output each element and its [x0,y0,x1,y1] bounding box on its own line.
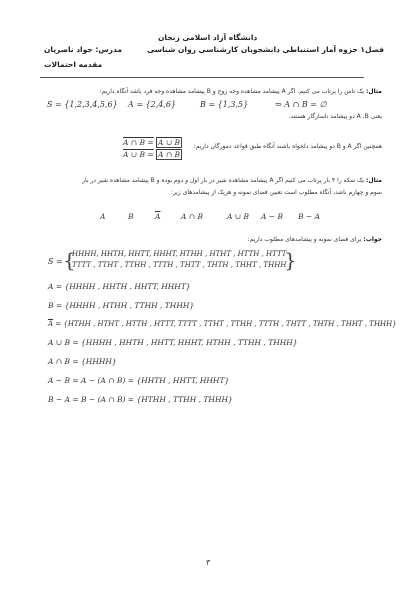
sample-space-label: S = [48,257,63,266]
answer-body: برای فضای نمونه و پیشامدهای مطلوب داریم: [247,236,362,243]
demorgan-law-2-right: A ∩ B [158,150,181,159]
demorgan-law-1-right: A ∪ B [158,138,181,147]
example2-body: یک سکه را ۴ بار پرتاب می کنیم اگر A پیشامد مشاهده شیر در بار اول و دوم بوده و B پیشامد مشاهده شیر در بار [82,177,365,184]
example1-text [100,88,382,95]
demorgan-law-2 [123,150,182,159]
sample-space-row-2: TTTT , TTHT , TTHH , TTTH , THTT , THTH , THHT , THHH [72,261,287,269]
demorgan-law-1 [123,138,182,147]
example1-label: مثال: [365,88,382,95]
instructor-name: مدرس: جواد ناصریان [44,45,122,54]
a-union-b-line: A ∪ B = {HHHH , HHTH , HHTT, HHHT, HTHH , TTHH , THHH} [48,338,298,347]
example1-conclusion: یعنی A ,B دو پیشامد ناسازگار هستند. [288,113,382,120]
page-number: ۳ [206,558,211,567]
event-a-minus-b: A − B [261,212,283,221]
event-a-intersect-b: A ∩ B [181,212,203,221]
sample-space-close-brace: } [284,248,297,272]
example1-set-b: B = {1,3,5} [200,100,249,109]
section-title: مقدمه احتمالات [44,60,103,69]
answer-label: جواب: [363,236,382,243]
set-a-line: A = {HHHH , HHTH , HHTT, HHHT} [48,282,191,291]
example2-line1 [82,177,382,184]
chapter-title: فصل۱ جزوه آمار استنباطی دانشجویان کارشناسی روان شناسی [147,45,384,54]
example1-body: یک تاس را پرتاب می کنیم. اگر A پیشامد مشاهده وجه زوج و B پیشامد مشاهده وجه فرد باشد آنگاه داریم: [99,88,365,95]
a-complement-symbol: $\overline{A}$ [48,320,54,328]
event-b-minus-a: B − A [298,212,320,221]
a-complement-elements: = {HTHH , HTHT , HTTH , HTTT, TTTT , TTHT , TTHH , TTTH , THTT , THTH , THHT , THHH} [53,320,397,328]
demorgan-law-2-left: A ∪ B = [123,150,154,159]
set-a-complement-line [48,320,397,328]
example1-set-a: A = {2,4,6} [128,100,177,109]
sample-space-open-brace: { [63,248,76,272]
example2-line2: سوم و چهارم باشد، آنگاه مطلوب است تعیین فضای نمونه و هریک از پیشامدهای زیر: [170,189,382,196]
example1-intersection: ⇒ A ∩ B = ∅ [275,100,327,109]
header-rule [40,77,364,78]
example2-label: مثال: [365,177,382,184]
demorgan-law-1-left: A ∩ B = [123,138,154,147]
event-b: B [128,212,134,221]
set-b-line: B = {HHHH , HTHH , TTHH , THHH} [48,301,195,310]
a-minus-b-line: A − B = A − (A ∩ B) = {HHTH , HHTT, HHHT} [48,376,230,385]
a-intersect-b-line: A ∩ B = {HHHH} [48,357,117,366]
event-a-union-b: A ∪ B [227,212,249,221]
university-title: دانشگاه آزاد اسلامی زنجان [158,33,258,42]
answer-text [248,236,382,243]
example1-sample-space: S = {1,2,3,4,5,6} [47,100,118,109]
sample-space-row-1: HHHH, HHTH, HHTT, HHHT, HTHH , HTHT , HTTH , HTTT [72,250,287,258]
event-a: A [100,212,106,221]
demorgan-text: همچنین اگر A و B دو پیشامد دلخواه باشند آنگاه طبق قواعد دمورگان داریم: [193,143,382,150]
b-minus-a-line: B − A = B − (A ∩ B) = {HTHH , TTHH , THHH} [48,395,233,404]
event-a-complement: $\overline{A}$ [155,212,161,221]
